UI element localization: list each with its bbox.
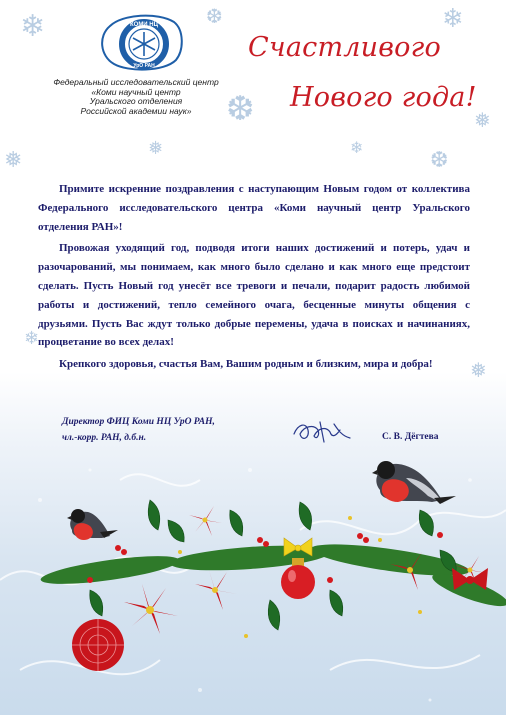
bullfinch-bird — [67, 509, 118, 540]
greeting-line-1: Счастливого — [248, 32, 441, 63]
logo-ring-top-text: КОМИ НЦ — [129, 22, 159, 28]
signatory-title-line: чл.-корр. РАН, д.б.н. — [62, 433, 147, 443]
signatory-title-line: Директор ФИЦ Коми НЦ УрО РАН, — [62, 417, 215, 427]
caption-line: Российской академии наук» — [80, 105, 192, 116]
holiday-garland-illustration — [0, 440, 506, 715]
letter-body — [38, 180, 470, 377]
snowflake-icon: ❅ — [148, 138, 164, 159]
caption-line: «Коми научный центр — [91, 86, 181, 97]
caption-line: Уральского отделения — [89, 96, 183, 107]
snowflake-icon: ❅ — [474, 108, 491, 132]
greeting-line-2: Нового года! — [290, 82, 477, 113]
signatory-name: С. В. Дёгтева — [382, 432, 439, 442]
ornament-ball — [72, 619, 124, 671]
letter-paragraph: Крепкого здоровья, счастья Вам, Вашим родным и близким, мира и добра! — [59, 358, 433, 371]
snowflake-icon: ❄ — [24, 328, 40, 349]
snowflake-icon: ❅ — [470, 358, 487, 382]
bullfinch-bird — [372, 461, 456, 504]
snowflake-icon: ❄ — [442, 4, 464, 34]
caption-line: Федеральный исследовательский центр — [53, 77, 219, 87]
institution-caption — [10, 78, 262, 116]
snowflake-icon: ❆ — [226, 89, 255, 129]
snowflake-icon: ❄ — [20, 9, 46, 44]
snowflake-icon: ❅ — [4, 148, 23, 173]
logo-ring-bottom-text: УрО РАН — [133, 63, 155, 69]
snowflake-icon: ❆ — [430, 148, 449, 173]
letter-paragraph: Примите искренние поздравления с наступающим Новым годом от коллектива Федерального исследовательского центра «Коми научный центр Уральского отделения РАН»! — [38, 183, 470, 233]
letter-paragraph: Провожая уходящий год, подводя итоги наших достижений и потерь, удач и разочарований, мы понимаем, как много было сделано и как много еще предстоит сделать. Пусть Новый год унесёт все тревоги и печали, подарит радость любимой работы и достижений, тепло семейного очага, бесценные минуты общения с друзьями. Пусть Вас ждут только добрые перемены, удача в поисках и начинаниях, процветание во всех делах! — [38, 242, 470, 349]
snowflake-icon: ❄ — [350, 138, 364, 157]
snowflake-icon: ❆ — [206, 4, 223, 28]
institution-logo — [88, 10, 198, 76]
